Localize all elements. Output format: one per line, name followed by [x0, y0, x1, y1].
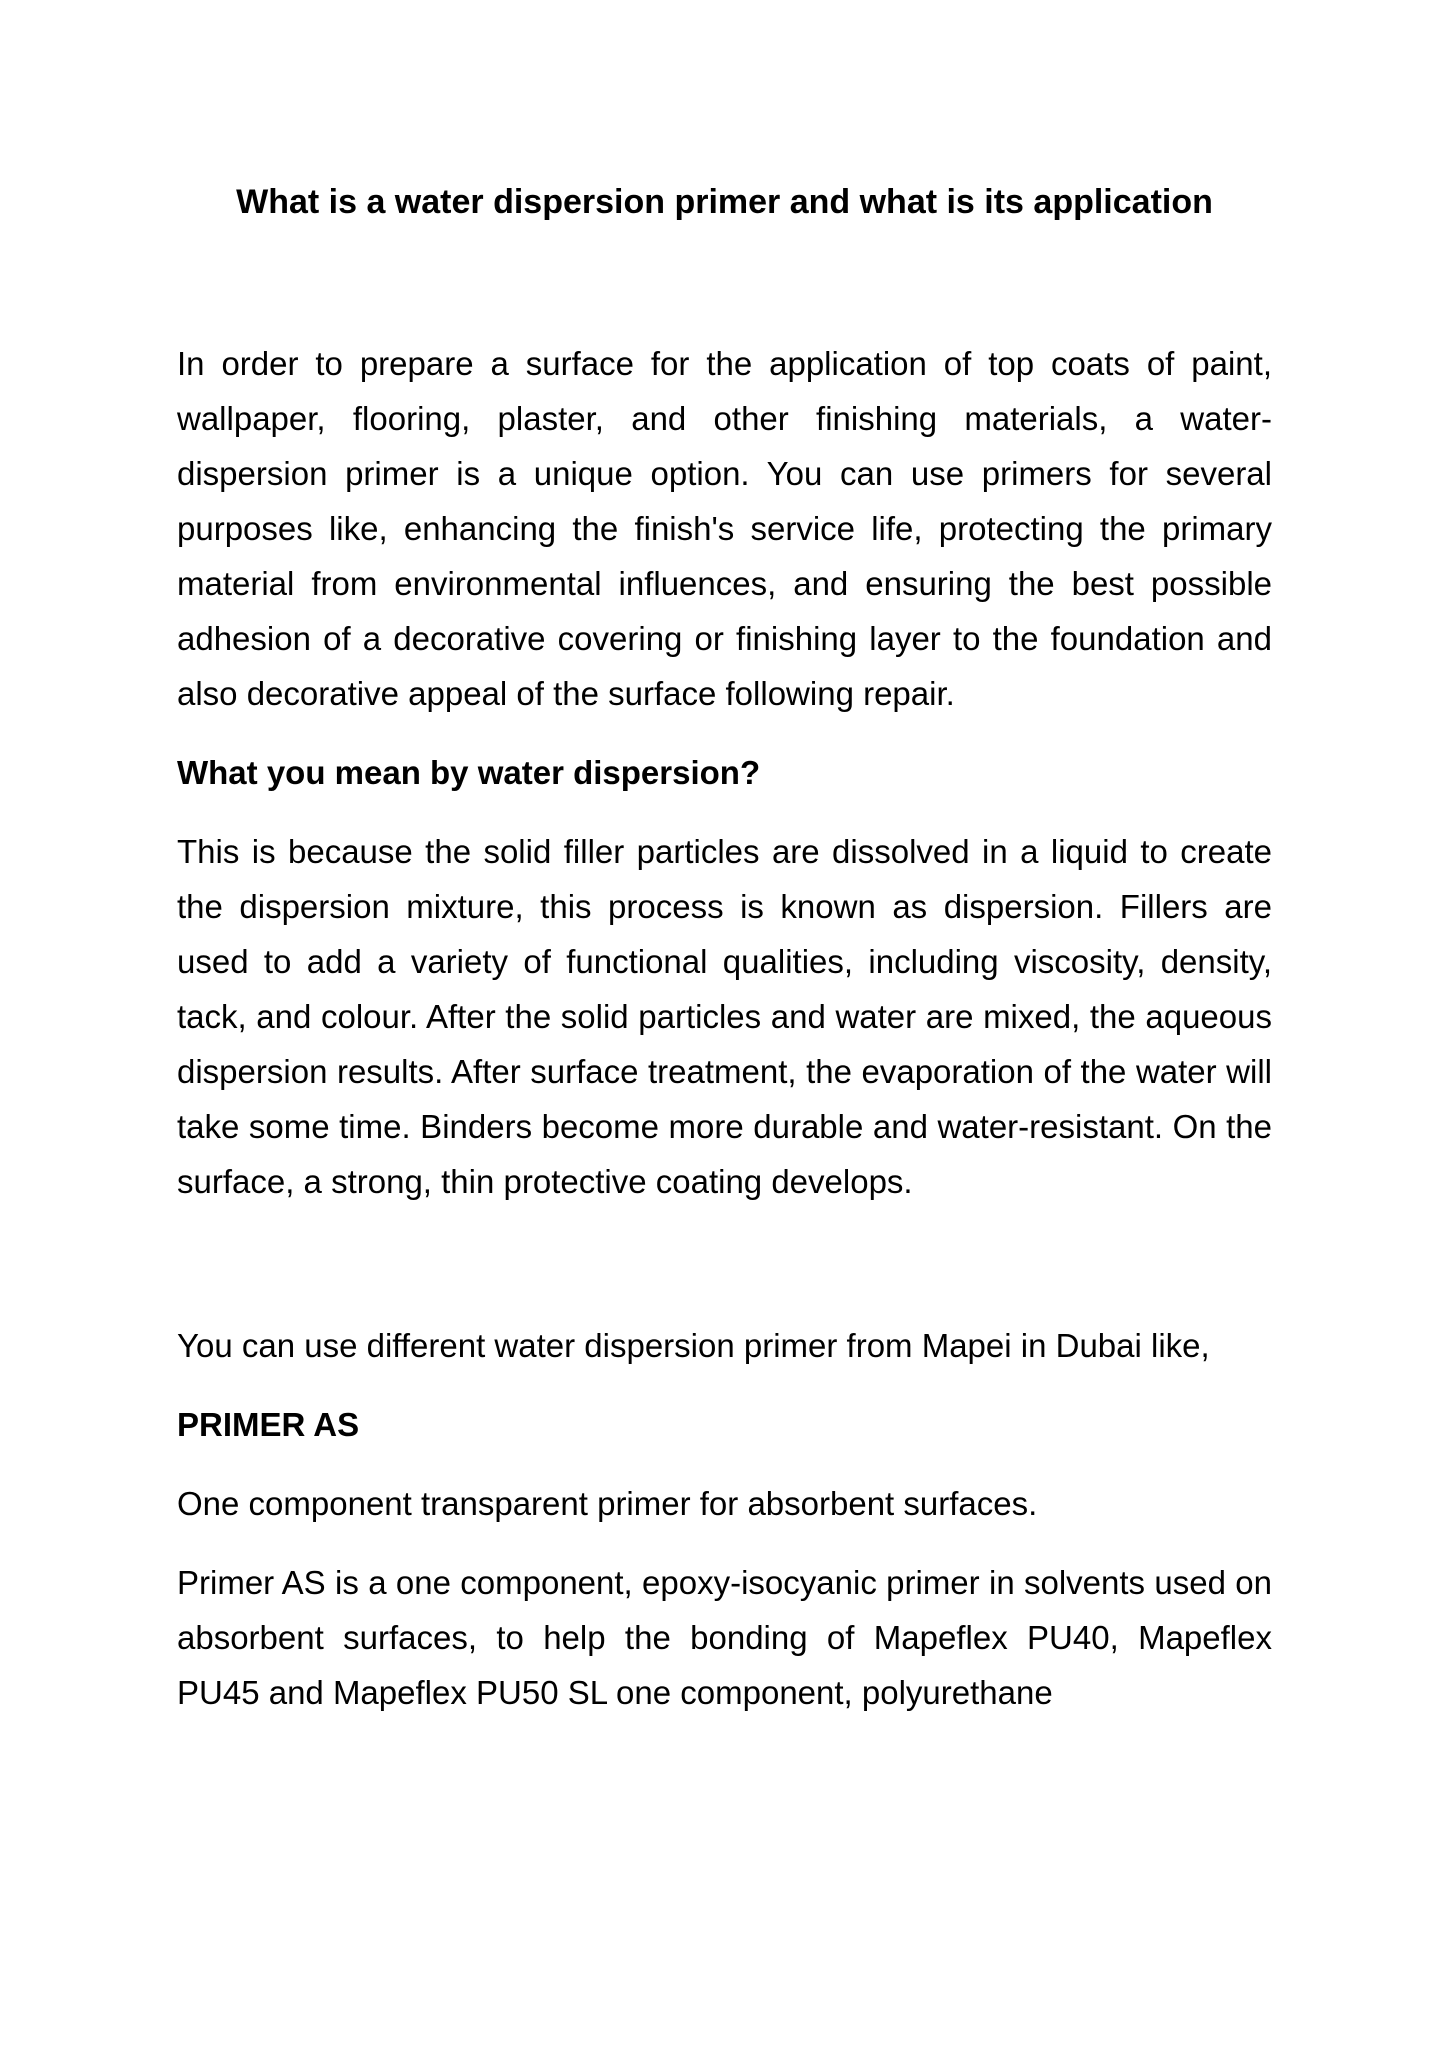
intro-paragraph: In order to prepare a surface for the application of top coats of paint, wallpaper, flooring, plaster, and other finishing materials, a water-dispersion primer is a unique option. You can use primers for several purposes like, enhancing the finish's service life, protecting the primary material from environmental influences, and ensuring the best possible adhesion of a decorative covering or finishing layer to the foundation and also decorative appeal of the surface following repair.	[177, 345, 1272, 712]
document-body	[177, 176, 1272, 1720]
mapei-intro-paragraph: You can use different water dispersion primer from Mapei in Dubai like,	[177, 1327, 1210, 1364]
primer-as-summary: One component transparent primer for absorbent surfaces.	[177, 1485, 1038, 1522]
document-title: What is a water dispersion primer and what is its application	[236, 183, 1213, 221]
section-heading-primer-as: PRIMER AS	[177, 1406, 360, 1443]
dispersion-paragraph: This is because the solid filler particles are dissolved in a liquid to create the dispersion mixture, this process is known as dispersion. Fillers are used to add a variety of functional qualities, including viscosity, density, tack, and colour. After the solid particles and water are mixed, the aqueous dispersion results. After surface treatment, the evaporation of the water will take some time. Binders become more durable and water-resistant. On the surface, a strong, thin protective coating develops.	[177, 833, 1272, 1200]
primer-as-description: Primer AS is a one component, epoxy-isocyanic primer in solvents used on absorbent surfaces, to help the bonding of Mapeflex PU40, Mapeflex PU45 and Mapeflex PU50 SL one component, polyurethane	[177, 1564, 1272, 1711]
section-heading-water-dispersion: What you mean by water dispersion?	[177, 754, 761, 791]
